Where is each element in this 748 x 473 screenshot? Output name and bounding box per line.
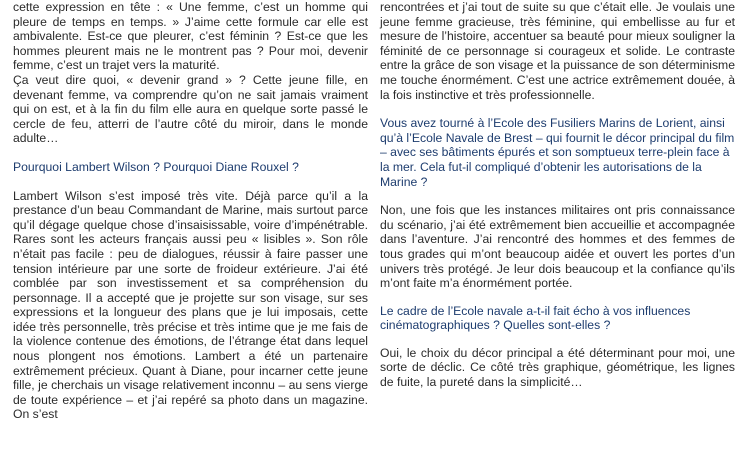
interview-question: Pourquoi Lambert Wilson ? Pourquoi Diane Rouxel ?	[13, 159, 299, 174]
right-column	[380, 0, 735, 390]
answer-paragraph: Oui, le choix du décor principal a été déterminant pour moi, une sorte de déclic. Ce côté très graphique, géométrique, les lignes de fuite, la pureté dans la simplicité…	[380, 345, 735, 390]
answer-paragraph: Non, une fois que les instances militaires ont pris connaissance du scénario, j’ai été extrêmement bien accueillie et accompagnée dans l’aventure. J’ai rencontré des hommes et des femmes de tous grades qui m’ont beaucoup aidée et ouvert les portes d’un univers très protégé. Je leur dois beaucoup et la confiance qu’ils m’ont faite m’a énormément portée.	[380, 203, 735, 291]
answer-paragraph: rencontrées et j’ai tout de suite su que c’était elle. Je voulais une jeune femme gracieuse, très féminine, qui embellisse au fur et mesure de l’histoire, accentuer sa beauté pour mieux souligner la féminité de ce personnage si courageux et solide. Le contraste entre la grâce de son visage et la puissance de son déterminisme me touche énormément. C’est une actrice extrêmement douée, à la fois instinctive et très professionnelle.	[380, 0, 735, 102]
answer-paragraph: Lambert Wilson s’est imposé très vite. Déjà parce qu’il a la prestance d’un beau Commandant de Marine, mais surtout parce qu’il dégage quelque chose d’insaisissable, voire d’impénétrable. Rares sont les acteurs français aussi peu « lisibles ». Son rôle n’était pas facile : peu de dialogues, réussir à faire passer une tension intérieure par une sorte de froideur extérieure. J’ai été comblée par son investissement et sa compréhension du personnage. Il a accepté que je projette sur son visage, sur ses expressions et la longueur des plans que je lui imposais, cette idée très personnelle, très précise et très intime que je me fais de la violence contenue des émotions, de l’étrange état dans lequel nous plongent nos émotions. Lambert a été un partenaire extrêmement précieux. Quant à Diane, pour incarner cette jeune fille, je cherchais un visage relativement inconnu – au sens vierge de toute expérience – et j’ai repéré sa photo dans un magazine. On s’est	[13, 188, 368, 422]
interview-question: Vous avez tourné à l’Ecole des Fusiliers Marins de Lorient, ainsi qu’à l’Ecole Navale de Brest – qui fournit le décor principal du film – avec ses bâtiments épurés et son somptueux terre-plein face à la mer. Cela fut-il compliqué d’obtenir les autorisations de la Marine ?	[380, 116, 735, 189]
interview-question: Le cadre de l’Ecole navale a-t-il fait écho à vos influences cinématographiques ? Quelles sont-elles ?	[380, 303, 691, 333]
answer-paragraph: Ça veut dire quoi, « devenir grand » ? Cette jeune fille, en devenant femme, va comprendre qu’on ne sait jamais vraiment qui on est, et à la fin du film elle aura en quelque sorte passé le cercle de feu, atterri de l’autre côté du miroir, dans le monde adulte…	[13, 72, 368, 146]
answer-paragraph: cette expression en tête : « Une femme, c’est un homme qui pleure de temps en temps. » J’aime cette formule car elle est ambivalente. Est-ce que pleurer, c’est féminin ? Est-ce que les hommes pleurent mais ne le montrent pas ? Pour moi, devenir femme, c’est un trajet vers la maturité.	[13, 0, 368, 73]
left-column	[13, 0, 368, 422]
